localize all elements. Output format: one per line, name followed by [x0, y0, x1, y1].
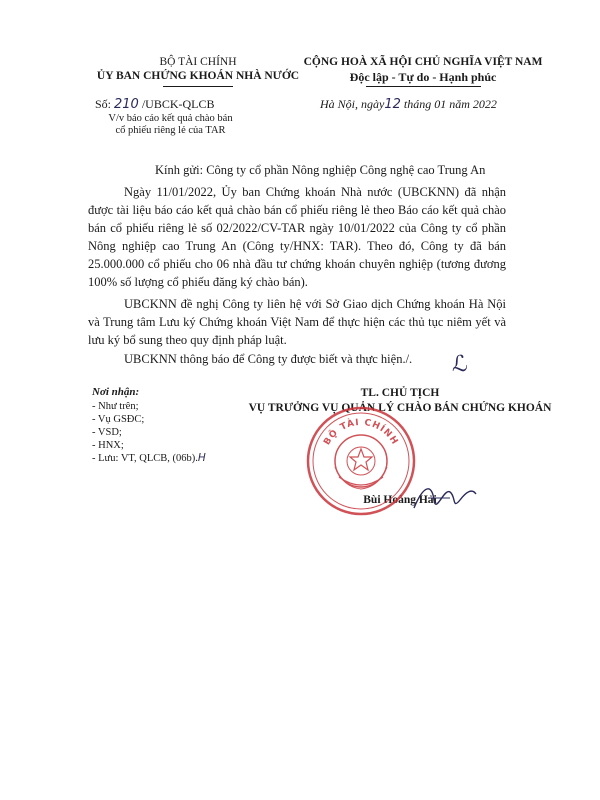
paragraph-3-block — [88, 350, 506, 368]
doc-number-prefix: Số: — [95, 97, 112, 111]
motto-underline — [366, 86, 481, 87]
recipients-list — [92, 386, 206, 465]
date-after: tháng 01 năm 2022 — [403, 97, 497, 111]
ministry-name: BỘ TÀI CHÍNH — [159, 56, 237, 68]
handwritten-initial: H — [197, 452, 206, 464]
document-subject — [98, 113, 243, 137]
paragraph-1: Ngày 11/01/2022, Ủy ban Chứng khoán Nhà nước (UBCKNN) đã nhận được tài liệu báo cáo kết quả chào bán cổ phiếu riêng lẻ theo Báo cáo kết quả chào bán cổ phiếu riêng lẻ số 02/2022/CV-TAR ngày 10/01/2022 của Công ty cổ phần Nông nghiệp cao Trung An (Công ty/HNX: TAR). Theo đó, Công ty đã bán 25.000.000 cổ phiếu cho 06 nhà đầu tư chứng khoán chuyên nghiệp (tương đương 100% số lượng cổ phiếu đăng ký chào bán). — [88, 185, 506, 289]
national-motto: Độc lập - Tự do - Hạnh phúc — [349, 70, 497, 84]
signer-title-1: TL. CHỦ TỊCH — [360, 387, 440, 399]
paragraph-1-block — [88, 183, 506, 291]
handwritten-signature-icon — [410, 478, 480, 518]
paragraph-2: UBCKNN đề nghị Công ty liên hệ với Sở Giao dịch Chứng khoán Hà Nội và Trung tâm Lưu ký Chứng khoán Việt Nam để thực hiện các thủ tục niêm yết và lưu ký bổ sung theo quy định pháp luật. — [88, 297, 506, 347]
archive-text: - Lưu: VT, QLCB, (06b). — [92, 453, 198, 464]
recipient-item: - HNX; — [92, 440, 124, 451]
header-underline — [163, 86, 233, 87]
recipient-item-archive — [92, 452, 206, 465]
recipient-item: - VSD; — [92, 427, 122, 438]
signer-name: Bùi Hoàng Hải — [363, 494, 437, 506]
country-name: CỘNG HOÀ XÃ HỘI CHỦ NGHĨA VIỆT NAM — [303, 56, 543, 68]
recipient-line: Kính gửi: Công ty cổ phần Nông nghiệp Công nghệ cao Trung An — [155, 163, 486, 177]
paragraph-3: UBCKNN thông báo để Công ty được biết và thực hiện./. — [124, 352, 413, 366]
agency-name: ỦY BAN CHỨNG KHOÁN NHÀ NƯỚC — [96, 70, 300, 82]
national-header — [298, 55, 548, 87]
subject-line-2: cổ phiếu riêng lẻ của TAR — [115, 125, 226, 136]
official-seal-icon — [305, 405, 417, 517]
doc-number-suffix: /UBCK-QLCB — [141, 97, 215, 111]
recipient-item: - Như trên; — [92, 401, 139, 412]
seal-text: BỘ TÀI CHÍNH — [322, 417, 400, 448]
issuer-header — [78, 55, 318, 87]
paragraph-2-block — [88, 295, 506, 349]
initial-mark: ℒ — [452, 352, 468, 377]
document-number — [95, 97, 215, 112]
recipient-item: - Vụ GSĐC; — [92, 414, 145, 425]
date-handwritten-day: 12 — [384, 97, 401, 112]
doc-number-handwritten: 210 — [114, 97, 139, 112]
date-before: Hà Nội, ngày — [320, 97, 385, 111]
document-date — [320, 97, 497, 112]
recipients-title: Nơi nhận: — [92, 386, 140, 398]
subject-line-1: V/v báo cáo kết quả chào bán — [108, 113, 233, 124]
signer-title-2: VỤ TRƯỞNG VỤ QUẢN LÝ CHÀO BÁN CHỨNG KHOÁN — [248, 402, 552, 414]
